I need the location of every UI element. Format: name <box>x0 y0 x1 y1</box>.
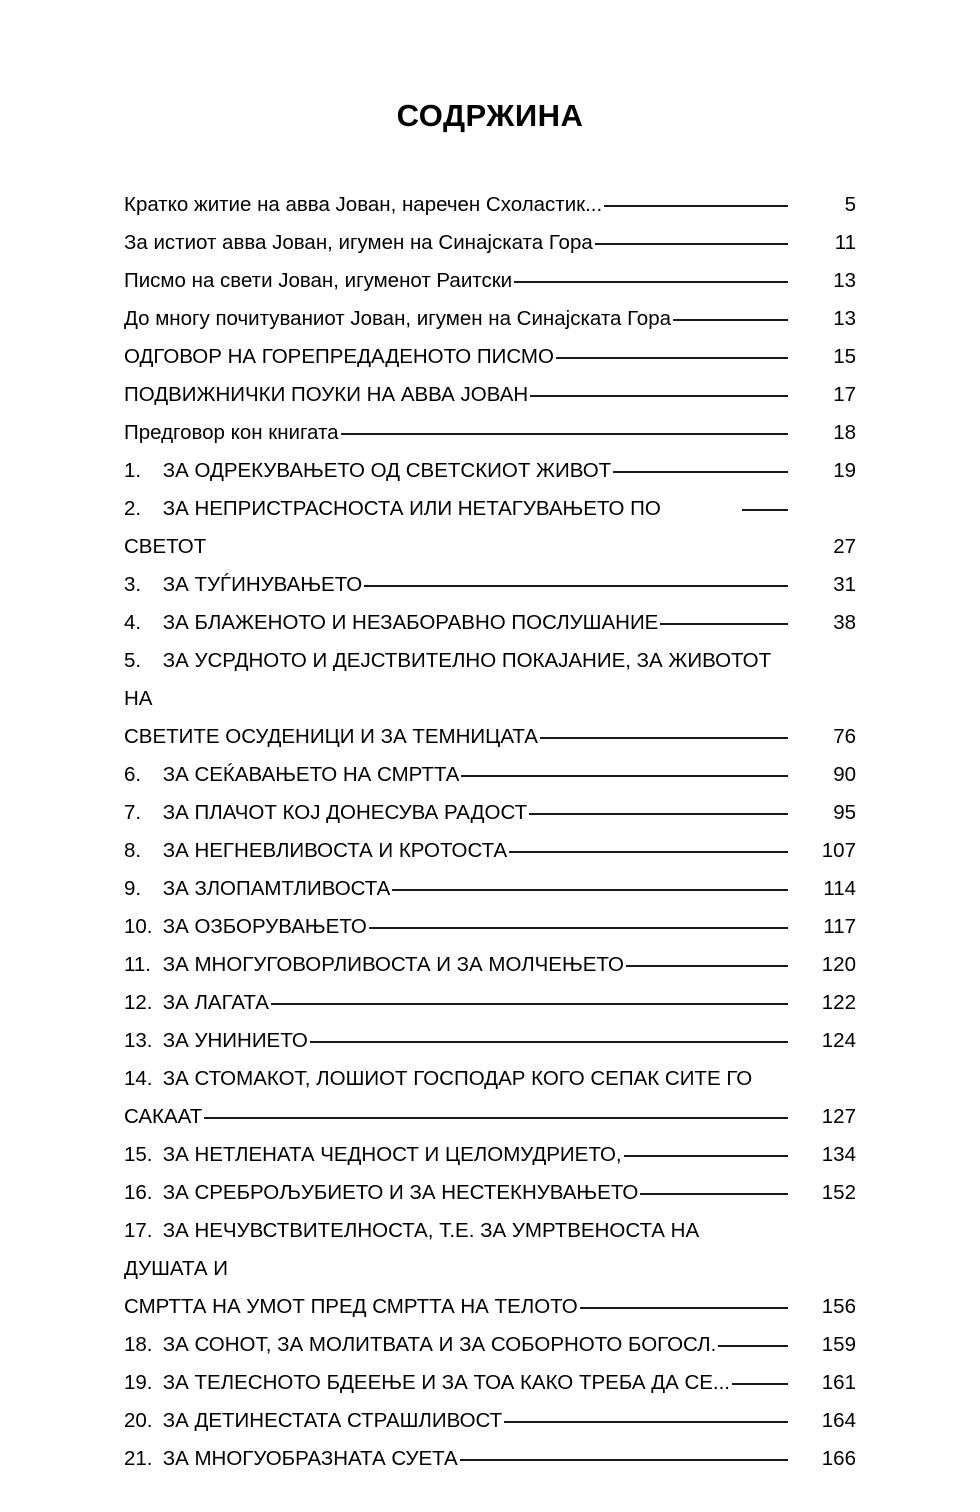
toc-entry[interactable] <box>124 604 856 642</box>
toc-entry-body <box>124 1022 788 1060</box>
toc-entry-body <box>124 300 788 338</box>
toc-entry-text <box>124 376 528 414</box>
toc-entry-line <box>124 870 788 908</box>
toc-page-number: 120 <box>821 953 856 976</box>
toc-leader <box>369 926 788 929</box>
toc-entry-number: 19. <box>124 1371 153 1394</box>
toc-page-number: 152 <box>821 1181 856 1204</box>
toc-entry-number: 1. <box>124 459 142 482</box>
toc-entry-body <box>124 946 788 984</box>
toc-entry-label: ЗА НЕЧУВСТВИТЕЛНОСТА, Т.Е. ЗА УМРТВЕНОСТА НА ДУШАТА И <box>124 1219 700 1280</box>
toc-entry[interactable] <box>124 1022 856 1060</box>
toc-entry-line <box>124 832 788 870</box>
toc-entry-number: 3. <box>124 573 142 596</box>
toc-entry[interactable] <box>124 756 856 794</box>
toc-entry-text <box>124 566 362 604</box>
toc-entry-label: ЗА СТОМАКОТ, ЛОШИОТ ГОСПОДАР КОГО СЕПАК СИТЕ ГО <box>162 1067 753 1090</box>
toc-entry-body <box>124 1402 788 1440</box>
toc-entry-label: ЗА МНОГУГОВОРЛИВОСТА И ЗА МОЛЧЕЊЕТО <box>162 953 624 976</box>
toc-page-number: 11 <box>834 231 856 254</box>
toc-entry-line <box>124 452 788 490</box>
toc-page-number: 161 <box>821 1371 856 1394</box>
toc-entry-line <box>124 414 788 452</box>
toc-entry-number: 14. <box>124 1067 153 1090</box>
toc-entry-line <box>124 1402 788 1440</box>
toc-entry[interactable] <box>124 1060 856 1136</box>
toc-entry-text <box>124 832 507 870</box>
toc-leader <box>461 774 788 777</box>
toc-entry-body <box>124 224 788 262</box>
toc-entry-line <box>124 1440 788 1478</box>
toc-page-number: 76 <box>833 725 856 748</box>
toc-leader <box>514 280 788 283</box>
toc-leader <box>460 1458 788 1461</box>
toc-page-number: 38 <box>833 611 856 634</box>
toc-page-number: 166 <box>821 1447 856 1470</box>
toc-entry-number: 6. <box>124 763 142 786</box>
toc-leader <box>204 1116 788 1119</box>
toc-entry-body <box>124 1326 788 1364</box>
toc-entry-label: ЗА НЕПРИСТРАСНОСТА ИЛИ НЕТАГУВАЊЕТО ПО СВЕТОТ <box>124 497 661 558</box>
toc-entry-text <box>124 338 554 376</box>
toc-entry-label: Предговор кон книгата <box>124 421 339 444</box>
toc-entry-label-continued: СВЕТИТЕ ОСУДЕНИЦИ И ЗА ТЕМНИЦАТА <box>124 725 538 748</box>
toc-entry[interactable] <box>124 794 856 832</box>
toc-entry-body <box>124 566 788 604</box>
toc-entry-number: 18. <box>124 1333 153 1356</box>
toc-entry-line <box>124 1364 788 1402</box>
toc-entry-line <box>124 300 788 338</box>
toc-leader <box>580 1306 788 1309</box>
toc-leader <box>341 432 788 435</box>
toc-entry-label-continued: САКААТ <box>124 1105 203 1128</box>
toc-leader <box>718 1344 788 1347</box>
toc-entry-number: 20. <box>124 1409 153 1432</box>
toc-entry[interactable] <box>124 452 856 490</box>
toc-leader <box>742 508 788 511</box>
toc-entry-text <box>124 794 527 832</box>
toc-entry-line <box>124 1212 788 1288</box>
toc-entry-label: ЗА НЕТЛЕНАТА ЧЕДНОСТ И ЦЕЛОМУДРИЕТО, <box>162 1143 622 1166</box>
toc-entry-number: 10. <box>124 915 153 938</box>
toc-entry-text <box>124 1440 458 1478</box>
toc-entry-number: 21. <box>124 1447 153 1470</box>
toc-page-number: 90 <box>833 763 856 786</box>
toc-entry[interactable] <box>124 224 856 262</box>
toc-entry-text <box>124 604 658 642</box>
toc-entry-text <box>124 1136 622 1174</box>
toc-entry-line <box>124 1136 788 1174</box>
toc-leader <box>595 242 788 245</box>
toc-entry-number: 5. <box>124 649 142 672</box>
toc-entry-label: ЗА СРЕБРОЉУБИЕТО И ЗА НЕСТЕКНУВАЊЕТО <box>162 1181 639 1204</box>
toc-entry-text <box>124 186 602 224</box>
toc-entry-label: ЗА ПЛАЧОТ КОЈ ДОНЕСУВА РАДОСТ <box>162 801 528 824</box>
toc-page-number: 95 <box>833 801 856 824</box>
toc-entry-label: За истиот авва Јован, игумен на Синајската Гора <box>124 231 593 254</box>
toc-entry-body <box>124 1364 788 1402</box>
toc-entry-body <box>124 756 788 794</box>
toc-entry-line <box>124 490 788 566</box>
toc-page-number: 164 <box>821 1409 856 1432</box>
toc-entry-text <box>124 984 269 1022</box>
toc-entry[interactable] <box>124 832 856 870</box>
toc-entry-number: 2. <box>124 497 142 520</box>
toc-entry-body <box>124 338 788 376</box>
toc-entry-label: До многу почитуваниот Јован, игумен на Синајската Гора <box>124 307 672 330</box>
toc-entry-line <box>124 262 788 300</box>
toc-entry-body <box>124 908 788 946</box>
toc-leader <box>640 1192 788 1195</box>
toc-entry-text <box>124 946 624 984</box>
toc-page-number: 18 <box>833 421 856 444</box>
toc-entry-text <box>124 414 339 452</box>
toc-entry-line <box>124 794 788 832</box>
toc-entry-body <box>124 984 788 1022</box>
toc-entry[interactable] <box>124 1326 856 1364</box>
toc-entry-label: ЗА УНИНИЕТО <box>162 1029 308 1052</box>
toc-entry[interactable] <box>124 262 856 300</box>
toc-entry[interactable] <box>124 908 856 946</box>
toc-leader <box>604 204 788 207</box>
toc-entry-line <box>124 1098 788 1136</box>
toc-leader <box>310 1040 788 1043</box>
toc-leader <box>364 584 788 587</box>
toc-entry-number: 17. <box>124 1219 153 1242</box>
toc-entry-line <box>124 984 788 1022</box>
toc-entry-text <box>124 908 367 946</box>
toc-entry-line <box>124 946 788 984</box>
toc-page-number: 5 <box>844 193 856 216</box>
toc-entry-label: ЗА ОДРЕКУВАЊЕТО ОД СВЕТСКИОТ ЖИВОТ <box>162 459 612 482</box>
toc-entry-body <box>124 414 788 452</box>
toc-entry[interactable] <box>124 870 856 908</box>
toc-entry-text <box>124 1402 502 1440</box>
toc-page-number: 13 <box>833 269 856 292</box>
toc-leader <box>556 356 788 359</box>
page-title: СОДРЖИНА <box>396 98 584 133</box>
toc-entry-text <box>124 756 459 794</box>
toc-entry-label: ЗА ЗЛОПАМТЛИВОСТА <box>162 877 391 900</box>
toc-entry-line <box>124 566 788 604</box>
toc-entry-line <box>124 1288 788 1326</box>
toc-entry-label: ЗА СОНОТ, ЗА МОЛИТВАТА И ЗА СОБОРНОТО БОГОСЛ. <box>162 1333 717 1356</box>
toc-entry[interactable] <box>124 1136 856 1174</box>
toc-leader <box>509 850 788 853</box>
toc-entry[interactable] <box>124 1440 856 1478</box>
toc-entry-line <box>124 908 788 946</box>
toc-entry-body <box>124 832 788 870</box>
toc-entry-text <box>124 452 611 490</box>
toc-leader <box>624 1154 788 1157</box>
toc-page-number: 31 <box>833 573 856 596</box>
toc-entry-number: 15. <box>124 1143 153 1166</box>
toc-page-number: 122 <box>821 991 856 1014</box>
toc-entry-label: ЗА ТЕЛЕСНОТО БДЕЕЊЕ И ЗА ТОА КАКО ТРЕБА ДА СЕ... <box>162 1371 731 1394</box>
toc-page-number: 124 <box>821 1029 856 1052</box>
toc-entry[interactable] <box>124 566 856 604</box>
toc-entry-text <box>124 1174 638 1212</box>
toc-entry-line <box>124 224 788 262</box>
toc-entry-body <box>124 1136 788 1174</box>
toc-entry-line <box>124 756 788 794</box>
toc-leader <box>613 470 788 473</box>
toc-page-number: 19 <box>833 459 856 482</box>
toc-entry-line <box>124 604 788 642</box>
toc-page-number: 107 <box>821 839 856 862</box>
toc-entry-line <box>124 1174 788 1212</box>
toc-leader <box>673 318 788 321</box>
toc-entry-line <box>124 1326 788 1364</box>
toc-leader <box>529 812 788 815</box>
toc-entry-line <box>124 1022 788 1060</box>
toc-entry-number: 16. <box>124 1181 153 1204</box>
toc-entry-number: 7. <box>124 801 142 824</box>
toc-page-number: 114 <box>823 877 856 900</box>
toc-entry-label: ЗА БЛАЖЕНОТО И НЕЗАБОРАВНО ПОСЛУШАНИЕ <box>162 611 659 634</box>
toc-entry-body <box>124 186 788 224</box>
toc-entry-body <box>124 490 788 566</box>
toc-page-number: 127 <box>821 1105 856 1128</box>
toc-leader <box>271 1002 788 1005</box>
toc-entry-text <box>124 1364 730 1402</box>
toc-entry-text <box>124 224 593 262</box>
toc-entry-label: ОДГОВОР НА ГОРЕПРЕДАДЕНОТО ПИСМО <box>124 345 554 368</box>
toc-entry-body <box>124 262 788 300</box>
toc-entry[interactable] <box>124 338 856 376</box>
toc-entry-label: ЗА ЛАГАТА <box>162 991 269 1014</box>
toc-entry-line <box>124 376 788 414</box>
toc-entry-text <box>124 1022 308 1060</box>
toc-entry-label: ПОДВИЖНИЧКИ ПОУКИ НА АВВА ЈОВАН <box>124 383 529 406</box>
toc-entry-body <box>124 1212 788 1326</box>
toc-entry-body <box>124 642 788 756</box>
toc-entry-label: ЗА МНОГУОБРАЗНАТА СУЕТА <box>162 1447 458 1470</box>
toc-entry-text <box>124 490 740 566</box>
toc-page-number: 117 <box>823 915 856 938</box>
toc-entry-label-continued: СМРТТА НА УМОТ ПРЕД СМРТТА НА ТЕЛОТО <box>124 1295 578 1318</box>
toc-entry-body <box>124 1060 788 1136</box>
toc-entry-label: ЗА ОЗБОРУВАЊЕТО <box>162 915 367 938</box>
toc-entry-text <box>124 1326 716 1364</box>
toc-entry-body <box>124 452 788 490</box>
toc-page-number: 156 <box>821 1295 856 1318</box>
toc-entry-label: ЗА СЕЌАВАЊЕТО НА СМРТТА <box>162 763 460 786</box>
toc-page-number: 134 <box>821 1143 856 1166</box>
toc-entry-label: ЗА НЕГНЕВЛИВОСТА И КРОТОСТА <box>162 839 508 862</box>
toc-entry-body <box>124 870 788 908</box>
toc-leader <box>732 1382 788 1385</box>
toc-entry-number: 12. <box>124 991 153 1014</box>
toc-leader <box>540 736 788 739</box>
toc-page-number: 159 <box>821 1333 856 1356</box>
toc-entry[interactable] <box>124 1402 856 1440</box>
toc-page-number: 17 <box>833 383 856 406</box>
toc-leader <box>530 394 788 397</box>
toc-entry[interactable] <box>124 414 856 452</box>
toc-entry-number: 13. <box>124 1029 153 1052</box>
toc-entry-line <box>124 1060 788 1098</box>
toc-entry[interactable] <box>124 186 856 224</box>
table-of-contents <box>124 186 856 1478</box>
toc-entry-number: 11. <box>124 953 151 976</box>
toc-entry-line <box>124 718 788 756</box>
toc-entry-body <box>124 1440 788 1478</box>
toc-entry-label: ЗА ДЕТИНЕСТАТА СТРАШЛИВОСТ <box>162 1409 503 1432</box>
toc-entry-line <box>124 186 788 224</box>
toc-entry-line <box>124 642 788 718</box>
toc-entry-text <box>124 262 512 300</box>
toc-entry-body <box>124 794 788 832</box>
toc-entry-label: ЗА ТУЃИНУВАЊЕТО <box>162 573 363 596</box>
toc-entry-line <box>124 338 788 376</box>
toc-entry[interactable] <box>124 1174 856 1212</box>
toc-page-number: 13 <box>833 307 856 330</box>
toc-entry[interactable] <box>124 490 856 566</box>
toc-entry-text <box>124 300 671 338</box>
toc-entry[interactable] <box>124 376 856 414</box>
toc-entry[interactable] <box>124 984 856 1022</box>
toc-entry-body <box>124 604 788 642</box>
toc-entry[interactable] <box>124 642 856 756</box>
toc-leader <box>626 964 788 967</box>
toc-entry-text <box>124 870 390 908</box>
toc-entry[interactable] <box>124 300 856 338</box>
toc-entry-number: 9. <box>124 877 142 900</box>
toc-leader <box>504 1420 788 1423</box>
toc-leader <box>392 888 788 891</box>
toc-entry-body <box>124 1174 788 1212</box>
toc-entry[interactable] <box>124 946 856 984</box>
toc-entry-number: 8. <box>124 839 142 862</box>
toc-page-number: 27 <box>833 535 856 558</box>
toc-entry[interactable] <box>124 1212 856 1326</box>
toc-leader <box>660 622 788 625</box>
toc-entry-body <box>124 376 788 414</box>
toc-entry[interactable] <box>124 1364 856 1402</box>
toc-entry-number: 4. <box>124 611 142 634</box>
toc-page-number: 15 <box>833 345 856 368</box>
toc-entry-label: ЗА УСРДНОТО И ДЕЈСТВИТЕЛНО ПОКАЈАНИЕ, ЗА ЖИВОТОТ НА <box>124 649 772 710</box>
toc-entry-label: Писмо на свети Јован, игуменот Раитски <box>124 269 513 292</box>
toc-entry-label: Кратко житие на авва Јован, наречен Схоластик... <box>124 193 603 216</box>
